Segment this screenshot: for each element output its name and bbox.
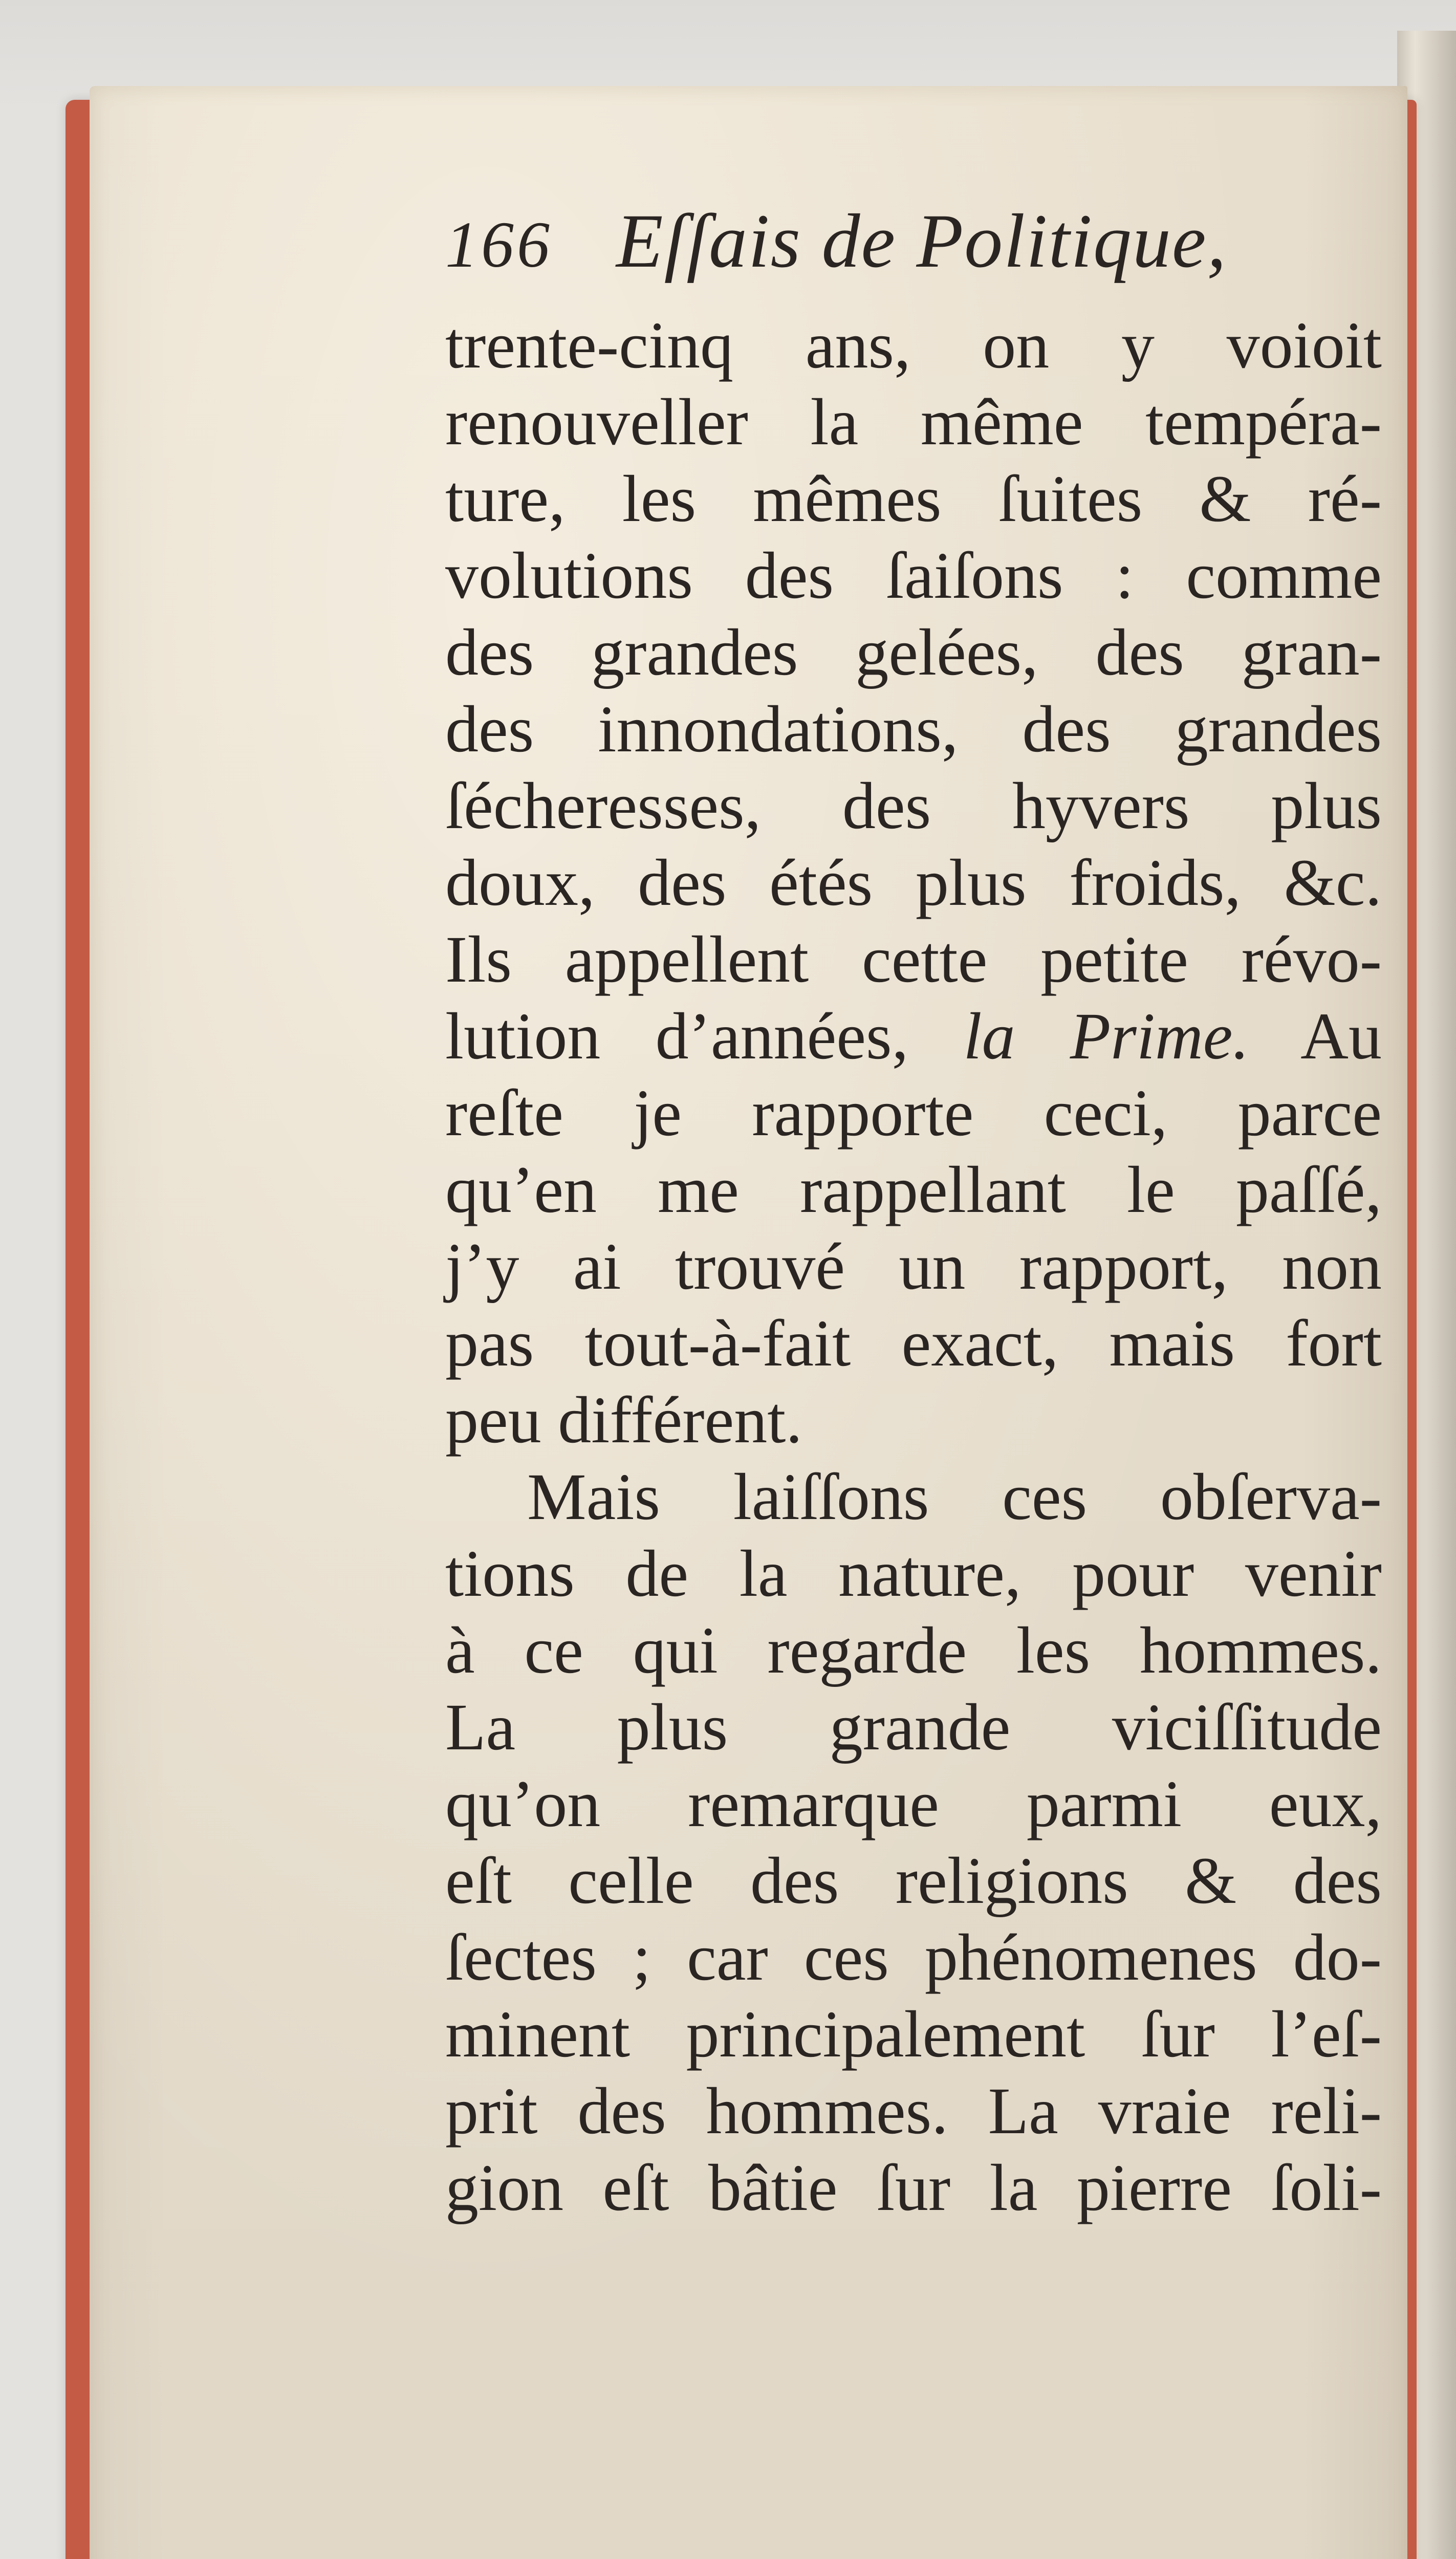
text-line: pas tout-à-fait exact, mais fort: [445, 1307, 1382, 1380]
text-line: doux, des étés plus froids, &c.: [445, 846, 1382, 920]
text-line: j’y ai trouvé un rapport, non: [445, 1230, 1382, 1304]
text-line: eſt celle des religions & des: [445, 1844, 1382, 1918]
text-line: qu’on remarque parmi eux,: [445, 1767, 1382, 1841]
text-line: qu’en me rappellant le paſſé,: [445, 1153, 1382, 1227]
text-line: reſte je rapporte ceci, parce: [445, 1076, 1382, 1150]
text-line: à ce qui regarde les hommes.: [445, 1614, 1382, 1687]
text-line: prit des hommes. La vraie reli-: [445, 2074, 1382, 2148]
text-line: des innondations, des grandes: [445, 692, 1382, 766]
text-line: peu différent.: [445, 1383, 802, 1457]
body-text: [445, 307, 1382, 2226]
italic-term: la Prime.: [963, 1000, 1250, 1073]
text-line: ſécheresses, des hyvers plus: [445, 769, 1382, 843]
text-line-with-italic: [445, 998, 1382, 1075]
text-line: trente-cinq ans, on y voioit: [445, 309, 1382, 382]
text-line: ſectes ; car ces phénomenes do-: [445, 1921, 1382, 1994]
text-line: des grandes gelées, des gran-: [445, 616, 1382, 689]
text-line: volutions des ſaiſons : comme: [445, 539, 1382, 613]
text-line: Ils appellent cette petite révo-: [445, 923, 1382, 996]
running-title: Eſſais de Politique,: [616, 199, 1228, 284]
page-number: 166: [445, 208, 553, 281]
text-run: Au: [1249, 1000, 1382, 1073]
text-run: lution d’années,: [445, 1000, 964, 1073]
text-line: gion eſt bâtie ſur la pierre ſoli-: [445, 2151, 1382, 2225]
running-head: [445, 197, 1227, 299]
text-line: renouveller la même tempéra-: [445, 385, 1382, 459]
text-line: ture, les mêmes ſuites & ré-: [445, 462, 1382, 536]
text-line: tions de la nature, pour venir: [445, 1537, 1382, 1611]
paragraph-first-line: Mais laiſſons ces obſerva-: [527, 1460, 1382, 1534]
text-line: minent principalement ſur l’eſ-: [445, 1998, 1382, 2071]
text-line: La plus grande viciſſitude: [445, 1690, 1382, 1764]
